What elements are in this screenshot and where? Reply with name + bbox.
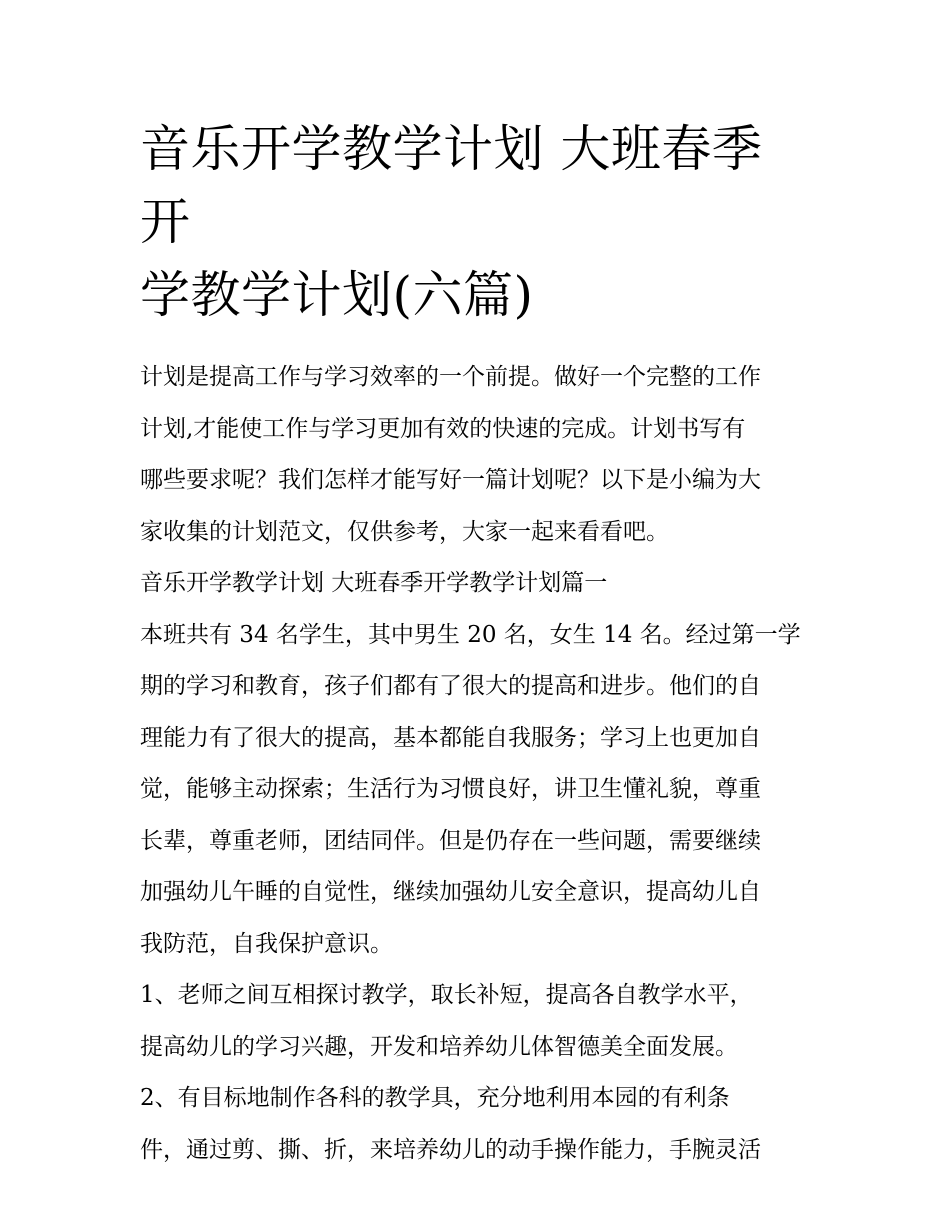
plan-item-1: 1、老师之间互相探讨教学，取长补短，提高各自教学水平， 提高幼儿的学习兴趣，开发和培养幼儿体智德美全面发展。 [140,982,753,1060]
section-heading: 音乐开学教学计划 大班春季开学教学计划篇一 [140,570,608,596]
document-body [140,352,812,1176]
document-page [140,113,812,1176]
document-title: 音乐开学教学计划 大班春季开 学教学计划(六篇) [140,120,763,324]
plan-item-2: 2、有目标地制作各科的教学具，充分地利用本园的有利条 件，通过剪、撕、折，来培养幼儿的动手操作能力，手腕灵活 [140,1085,761,1163]
class-overview-paragraph: 本班共有 34 名学生，其中男生 20 名，女生 14 名。经过第一学 期的学习和教育，孩子们都有了很大的提高和进步。他们的自 理能力有了很大的提高，基本都能自我服务；学习上也更加自 觉，能够主动探索；生活行为习惯良好，讲卫生懂礼貌，尊重 长辈，尊重老师，团结同伴。但是仍存在一些问题，需要继续 加强幼儿午睡的自觉性，继续加强幼儿安全意识，提高幼儿自 我防范，自我保护意识。 [140,621,801,957]
intro-paragraph: 计划是提高工作与学习效率的一个前提。做好一个完整的工作 计划,才能使工作与学习更加有效的快速的完成。计划书写有 哪些要求呢？我们怎样才能写好一篇计划呢？以下是小编为大 家收集的计划范文，仅供参考，大家一起来看看吧。 [140,364,761,545]
